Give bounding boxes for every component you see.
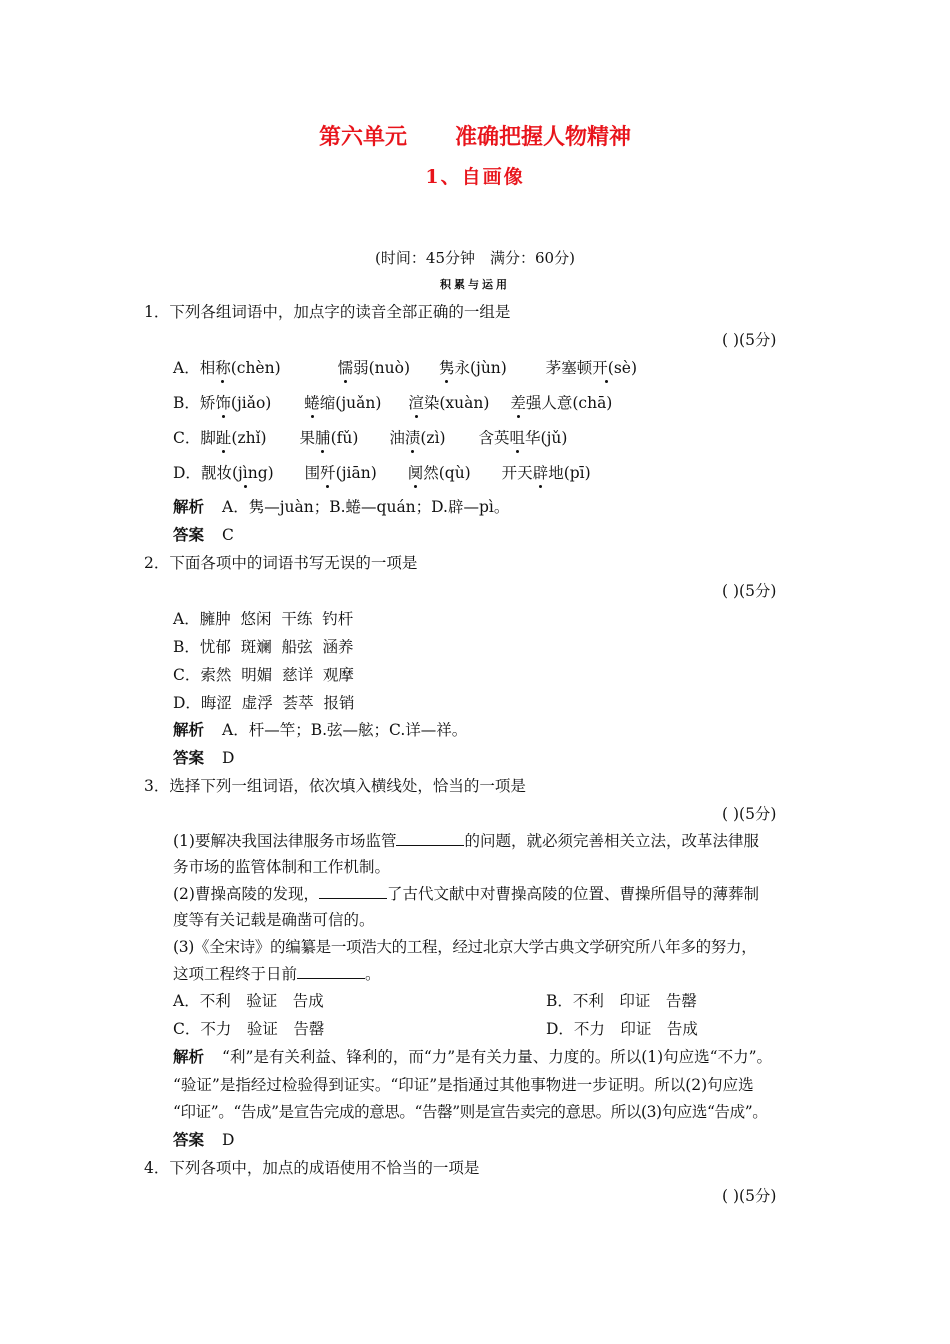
q3-analysis-line-2: “验证”是指经过检验得到证实。“印证”是指通过其他事物进一步证明。所以(2)句应选: [173, 1076, 754, 1094]
lesson-title: 1、自画像: [425, 166, 525, 188]
q3-score: ( )(5分): [722, 805, 777, 823]
q3-sentence-3-cont: 这项工程终于日前 。: [173, 965, 381, 983]
q1-score: ( )(5分): [722, 331, 777, 349]
unit-name: 准确把握人物精神: [455, 125, 632, 150]
q3-sentence-3: (3)《全宋诗》的编纂是一项浩大的工程，经过北京大学古典文学研究所八年多的努力，: [173, 938, 757, 956]
q3-option-d: D．不力 印证 告成: [546, 1020, 698, 1038]
q1-answer: 答案 C: [173, 525, 234, 544]
q2-option-a: A．臃肿 悠闲 干练 钓杆: [173, 610, 354, 628]
q1-option-b: B．矫饰(jiǎo) 蜷缩(juǎn) 渲染(xuàn) 差强人意(chā): [173, 394, 613, 412]
q2-analysis: 解析 A．杆—竿；B.弦—舷；C.详—祥。: [173, 720, 468, 739]
q1-option-c: C．脚趾(zhǐ) 果脯(fǔ) 油渍(zì) 含英咀华(jǔ): [173, 429, 568, 447]
q3-stem: 3．选择下列一组词语，依次填入横线处，恰当的一项是: [144, 777, 526, 795]
section-heading: 积累与运用: [440, 278, 510, 291]
unit-number: 第六单元: [318, 125, 407, 150]
time-info: (时间：45分钟 满分：60分): [375, 249, 575, 267]
q1-option-d: D．靓妆(jìng) 围歼(jiān) 阒然(qù) 开天辟地(pī): [173, 464, 591, 482]
q3-sentence-1: (1)要解决我国法律服务市场监管 的问题，就必须完善相关立法，改革法律服: [173, 832, 759, 850]
q3-answer: 答案 D: [173, 1130, 235, 1149]
q2-stem: 2．下面各项中的词语书写无误的一项是: [144, 554, 418, 572]
q1-analysis: 解析 A．隽—juàn；B.蜷—quán；D.辟—pì。: [173, 497, 510, 516]
q2-option-c: C．索然 明媚 慈详 观摩: [173, 666, 354, 684]
q3-analysis-line-3: “印证”。“告成”是宣告完成的意思。“告罄”则是宣告卖完的意思。所以(3)句应选“告成”。: [173, 1103, 768, 1121]
q1-stem: 1．下列各组词语中，加点字的读音全部正确的一组是: [144, 303, 511, 321]
q2-option-b: B．忧郁 斑斓 船弦 涵养: [173, 638, 354, 656]
q3-sentence-2-cont: 度等有关记载是确凿可信的。: [173, 911, 375, 929]
q3-sentence-2: (2)曹操高陵的发现， 了古代文献中对曹操高陵的位置、曹操所倡导的薄葬制: [173, 885, 759, 903]
q1-option-a: A．相称(chèn) 懦弱(nuò) 隽永(jùn) 茅塞顿开(sè): [173, 359, 638, 377]
q4-stem: 4．下列各项中，加点的成语使用不恰当的一项是: [144, 1159, 480, 1177]
q2-score: ( )(5分): [722, 582, 777, 600]
q3-analysis: 解析 “利”是有关利益、锋利的，而“力”是有关力量、力度的。所以(1)句应选“不力”。: [173, 1047, 773, 1066]
q3-option-a: A．不利 验证 告成: [173, 992, 324, 1010]
q2-option-d: D．晦涩 虚浮 荟萃 报销: [173, 694, 355, 712]
q4-score: ( )(5分): [722, 1187, 777, 1205]
q3-option-c: C．不力 验证 告罄: [173, 1020, 325, 1038]
q3-option-b: B．不利 印证 告罄: [546, 992, 697, 1010]
q2-answer: 答案 D: [173, 748, 235, 767]
q3-sentence-1-cont: 务市场的监管体制和工作机制。: [173, 858, 391, 876]
unit-title: [0, 120, 950, 151]
